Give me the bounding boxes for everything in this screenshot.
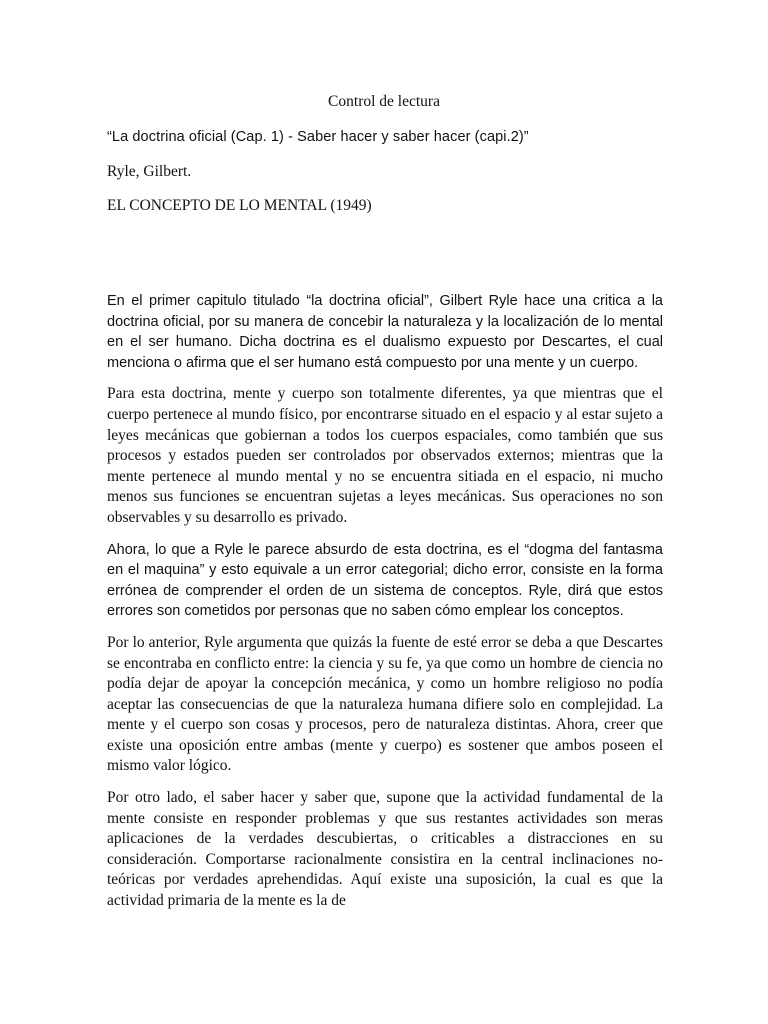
paragraph-1: En el primer capitulo titulado “la doctrina oficial”, Gilbert Ryle hace una critica a la doctrina oficial, por su manera de concebir la naturaleza y la localización de lo mental en el ser humano. Dicha doctrina es el dualismo expuesto por Descartes, el cual menciona o afirma que el ser humano está compuesto por una mente y un cuerpo. — [107, 293, 663, 371]
document-title: Control de lectura — [328, 93, 440, 110]
document-book-title: EL CONCEPTO DE LO MENTAL (1949) — [107, 197, 372, 214]
paragraph-4: Por lo anterior, Ryle argumenta que quizás la fuente de esté error se deba a que Descartes se encontraba en conflicto entre: la ciencia y su fe, ya que como un hombre de ciencia no podía dejar de apoyar la concepción mecánica, y como un hombre religioso no podía aceptar las consecuencias de que la naturaleza humana difiere solo en complejidad. La mente y el cuerpo son cosas y procesos, pero de naturaleza distintas. Ahora, creer que existe una oposición entre ambas (mente y cuerpo) es sostener que ambos poseen el mismo valor lógico. — [107, 633, 663, 775]
paragraph-2: Para esta doctrina, mente y cuerpo son totalmente diferentes, ya que mientras que el cuerpo pertenece al mundo físico, por encontrarse situado en el espacio y al estar sujeto a leyes mecánicas que gobiernan a todos los cuerpos espaciales, como también que sus procesos y estados pueden ser controlados por observados externos; mientras que la mente pertenece al mundo mental y no se encuentra sitiada en el espacio, ni mucho menos sus funciones se encuentran sujetas a leyes mecánicas. Sus operaciones no son observables y su desarrollo es privado. — [107, 385, 663, 526]
paragraph-5: Por otro lado, el saber hacer y saber que, supone que la actividad fundamental de la mente consiste en responder problemas y que sus restantes actividades son meras aplicaciones de la verdades descubiertas, o criticables a distracciones en su consideración. Comportarse racionalmente consistira en la central inclinaciones no- teóricas por verdades aprehendidas. Aquí existe una suposición, la cual es que la actividad primaria de la mente es la de — [107, 789, 663, 910]
document-subtitle: “La doctrina oficial (Cap. 1) - Saber hacer y saber hacer (capi.2)” — [107, 129, 529, 145]
paragraph-3: Ahora, lo que a Ryle le parece absurdo de esta doctrina, es el “dogma del fantasma en el maquina” y esto equivale a un error categorial; dicho error, consiste en la forma errónea de comprender el orden de un sistema de conceptos. Ryle, dirá que estos errores son cometidos por personas que no saben cómo emplear los conceptos. — [107, 541, 663, 620]
document-author: Ryle, Gilbert. — [107, 163, 192, 180]
document-body — [107, 291, 663, 923]
